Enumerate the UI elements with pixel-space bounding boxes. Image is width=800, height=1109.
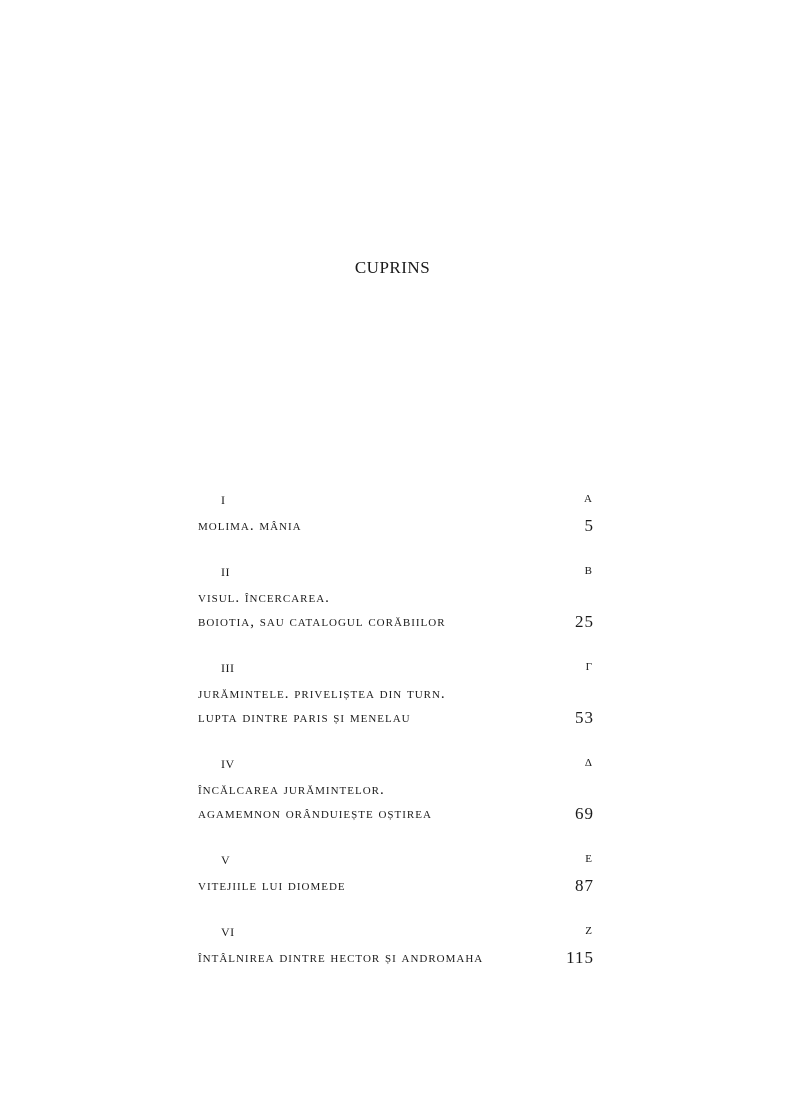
chapter-title: boiotia, sau catalogul corăbiilor 25: [198, 610, 594, 634]
chapter-title: molima. mânia 5: [198, 514, 594, 538]
table-of-contents: [198, 490, 594, 970]
chapter-numeral: IV: [221, 757, 235, 771]
greek-letter: Z: [585, 925, 592, 937]
toc-entry-2: [198, 562, 594, 658]
greek-letter: Γ: [585, 661, 592, 673]
greek-letter: A: [584, 493, 592, 505]
page-number: 87: [575, 876, 594, 895]
chapter-numeral: II: [221, 565, 230, 579]
chapter-title: agamemnon orânduiește oștirea 69: [198, 802, 594, 826]
toc-entry-1: [198, 490, 594, 562]
greek-letter: Δ: [584, 757, 592, 769]
greek-letter: E: [585, 853, 592, 865]
page-number: 115: [566, 948, 594, 967]
chapter-title: jurămintele. priveliștea din turn.: [198, 686, 446, 702]
page-number: 69: [575, 804, 594, 823]
page-number: 25: [575, 612, 594, 631]
chapter-title: încălcarea jurămintelor.: [198, 782, 385, 798]
chapter-title: visul. încercarea.: [198, 590, 330, 606]
chapter-numeral: III: [221, 661, 235, 675]
chapter-numeral: I: [221, 493, 226, 507]
toc-entry-3: [198, 658, 594, 754]
toc-entry-6: [198, 922, 594, 970]
toc-entry-4: [198, 754, 594, 850]
toc-entry-5: [198, 850, 594, 922]
page-title: CUPRINS: [354, 258, 431, 277]
chapter-title: vitejiile lui diomede 87: [198, 874, 594, 898]
chapter-title: lupta dintre paris și menelau 53: [198, 706, 594, 730]
chapter-numeral: VI: [221, 925, 235, 939]
chapter-title: întâlnirea dintre hector și andromaha 115: [198, 946, 594, 970]
chapter-numeral: V: [221, 853, 231, 867]
page-number: 53: [575, 708, 594, 727]
greek-letter: B: [584, 565, 592, 577]
page-number: 5: [584, 516, 594, 535]
